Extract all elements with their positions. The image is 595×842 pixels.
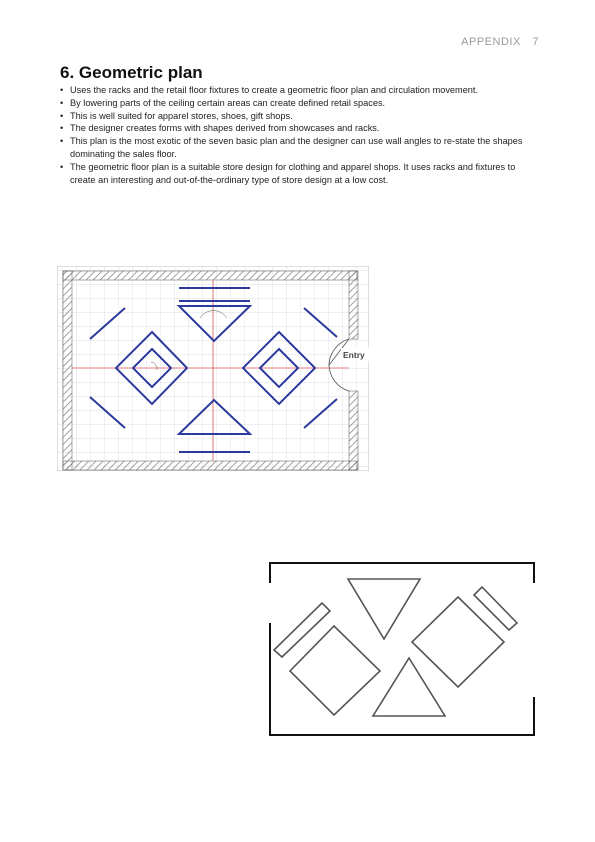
entry-label: Entry <box>343 350 365 360</box>
sketch-right-rack <box>474 587 517 630</box>
section-label: APPENDIX <box>461 36 521 48</box>
page-header <box>461 36 539 48</box>
bullet-list <box>60 84 538 186</box>
bullet-item: • This plan is the most exotic of the seven basic plan and the designer can use wall angles to re-state the shapes dominating the sales floor. <box>60 135 538 161</box>
sketch-top-triangle <box>348 579 420 639</box>
page-number: 7 <box>532 36 539 48</box>
geometric-plan-sketch <box>258 561 538 737</box>
sketch-walls <box>270 563 534 735</box>
sketch-bottom-triangle <box>373 658 445 716</box>
sketch-fixtures <box>274 579 517 716</box>
bullet-item: • This is well suited for apparel stores, shoes, gift shops. <box>60 110 538 123</box>
bullet-item: • Uses the racks and the retail floor fixtures to create a geometric floor plan and circulation movement. <box>60 84 538 97</box>
bullet-item: • By lowering parts of the ceiling certain areas can create defined retail spaces. <box>60 97 538 110</box>
bullet-item: • The designer creates forms with shapes derived from showcases and racks. <box>60 122 538 135</box>
geometric-plan-diagram <box>57 266 369 471</box>
sketch-left-rack <box>274 603 330 657</box>
bullet-item: • The geometric floor plan is a suitable store design for clothing and apparel shops. It uses racks and fixtures to create an interesting and out-of-the-ordinary type of store design at a low cost. <box>60 161 538 187</box>
sketch-left-square <box>290 626 380 715</box>
section-title: 6. Geometric plan <box>60 63 203 82</box>
